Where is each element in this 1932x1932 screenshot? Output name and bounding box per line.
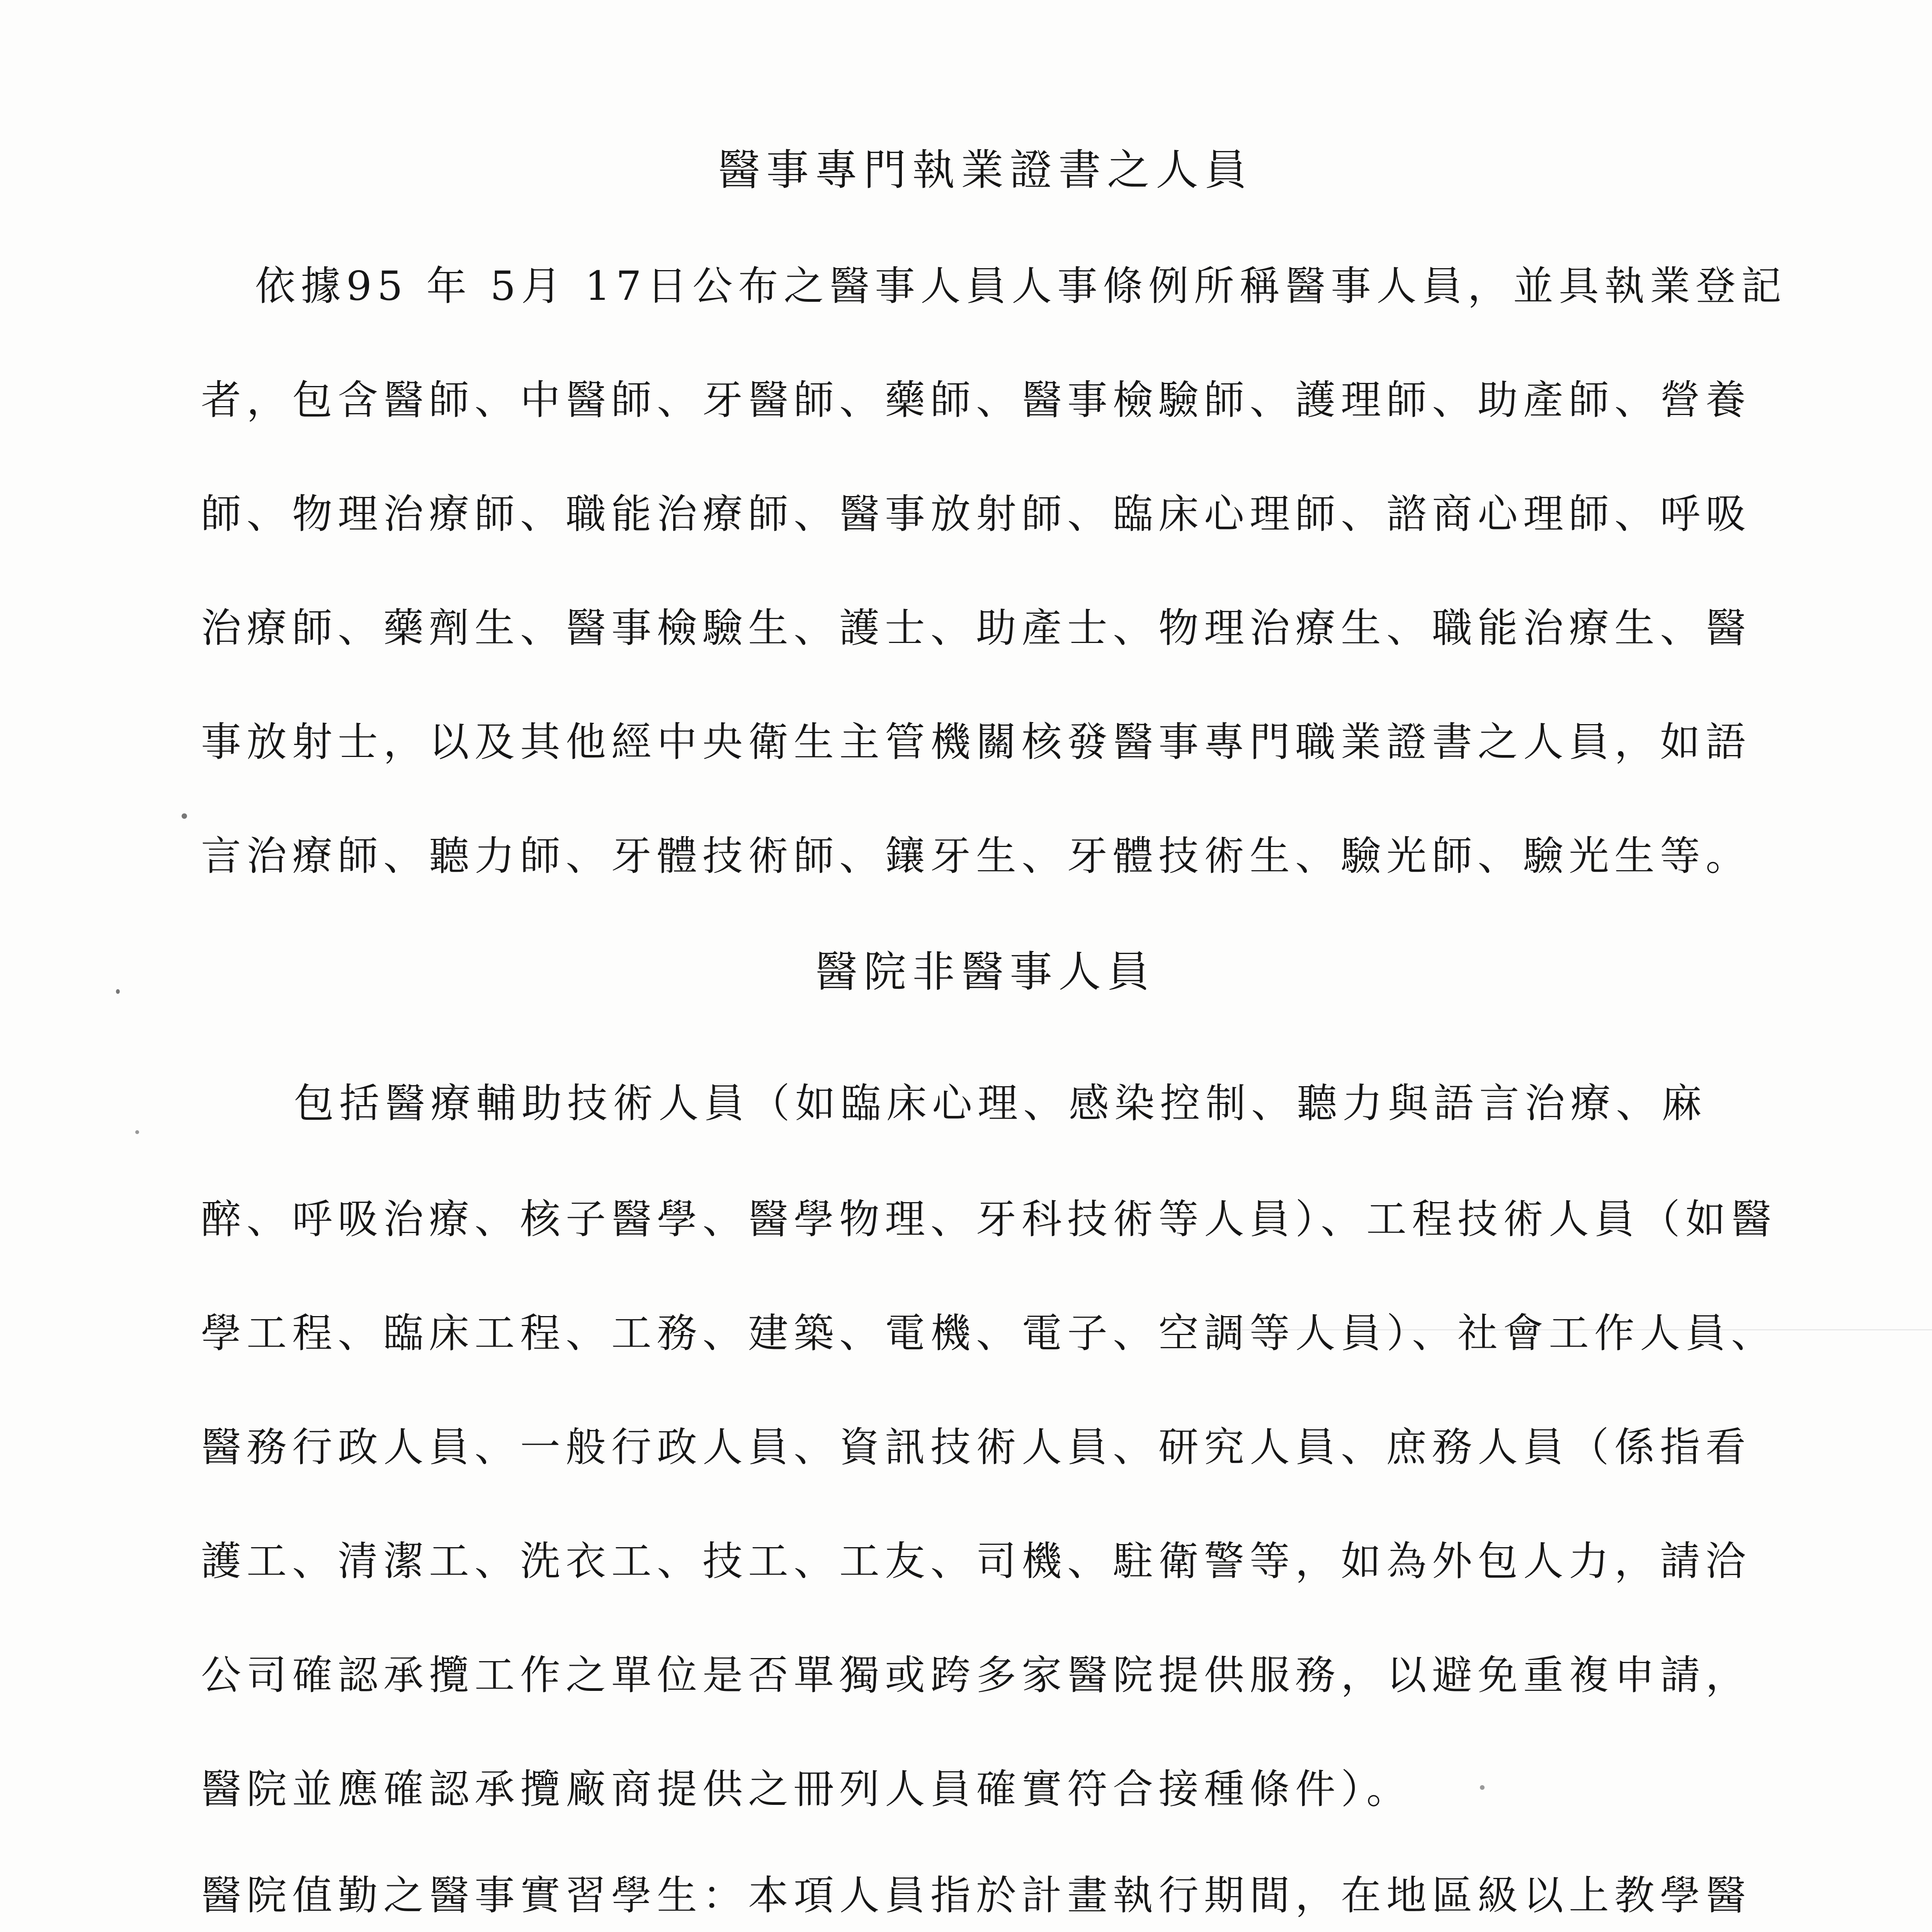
section2-line-2: 醉、呼吸治療、核子醫學、醫學物理、牙科技術等人員）、工程技術人員（如醫 [201,1196,1777,1243]
scan-speck [1480,1785,1485,1790]
section2-line-5: 護工、清潔工、洗衣工、技工、工友、司機、駐衛警等，如為外包人力，請洽 [201,1537,1752,1585]
section1-line-3: 師、物理治療師、職能治療師、醫事放射師、臨床心理師、諮商心理師、呼吸 [201,490,1752,537]
section2-line-7: 醫院並應確認承攬廠商提供之冊列人員確實符合接種條件）。 [201,1765,1412,1813]
section1-line-6: 言治療師、聽力師、牙體技術師、鑲牙生、牙體技術生、驗光師、驗光生等。 [201,832,1752,879]
heading-medical-license-personnel: 醫事專門執業證書之人員 [718,145,1253,195]
section2-line-6: 公司確認承攬工作之單位是否單獨或跨多家醫院提供服務，以避免重複申請， [201,1651,1752,1699]
section3-line-1: 醫院值勤之醫事實習學生：本項人員指於計畫執行期間，在地區級以上教學醫 [201,1872,1752,1919]
section1-line-1: 依據95 年 5月 17日公布之醫事人員人事條例所稱醫事人員，並具執業登記 [255,262,1787,310]
section2-line-4: 醫務行政人員、一般行政人員、資訊技術人員、研究人員、庶務人員（係指看 [201,1423,1752,1471]
section1-line-4: 治療師、藥劑生、醫事檢驗生、護士、助產士、物理治療生、職能治療生、醫 [201,604,1752,651]
section1-line-2: 者，包含醫師、中醫師、牙醫師、藥師、醫事檢驗師、護理師、助產師、營養 [201,376,1752,423]
scan-speck [116,989,120,994]
heading-hospital-non-medical-staff: 醫院非醫事人員 [815,947,1156,997]
scan-speck [135,1130,139,1134]
section2-line-1: 包括醫療輔助技術人員（如臨床心理、感染控制、聽力與語言治療、麻 [294,1080,1708,1127]
scan-speck [182,813,187,819]
section1-line-5: 事放射士，以及其他經中央衛生主管機關核發醫事專門職業證書之人員，如語 [201,718,1752,765]
section2-line-3: 學工程、臨床工程、工務、建築、電機、電子、空調等人員）、社會工作人員、 [201,1310,1777,1357]
